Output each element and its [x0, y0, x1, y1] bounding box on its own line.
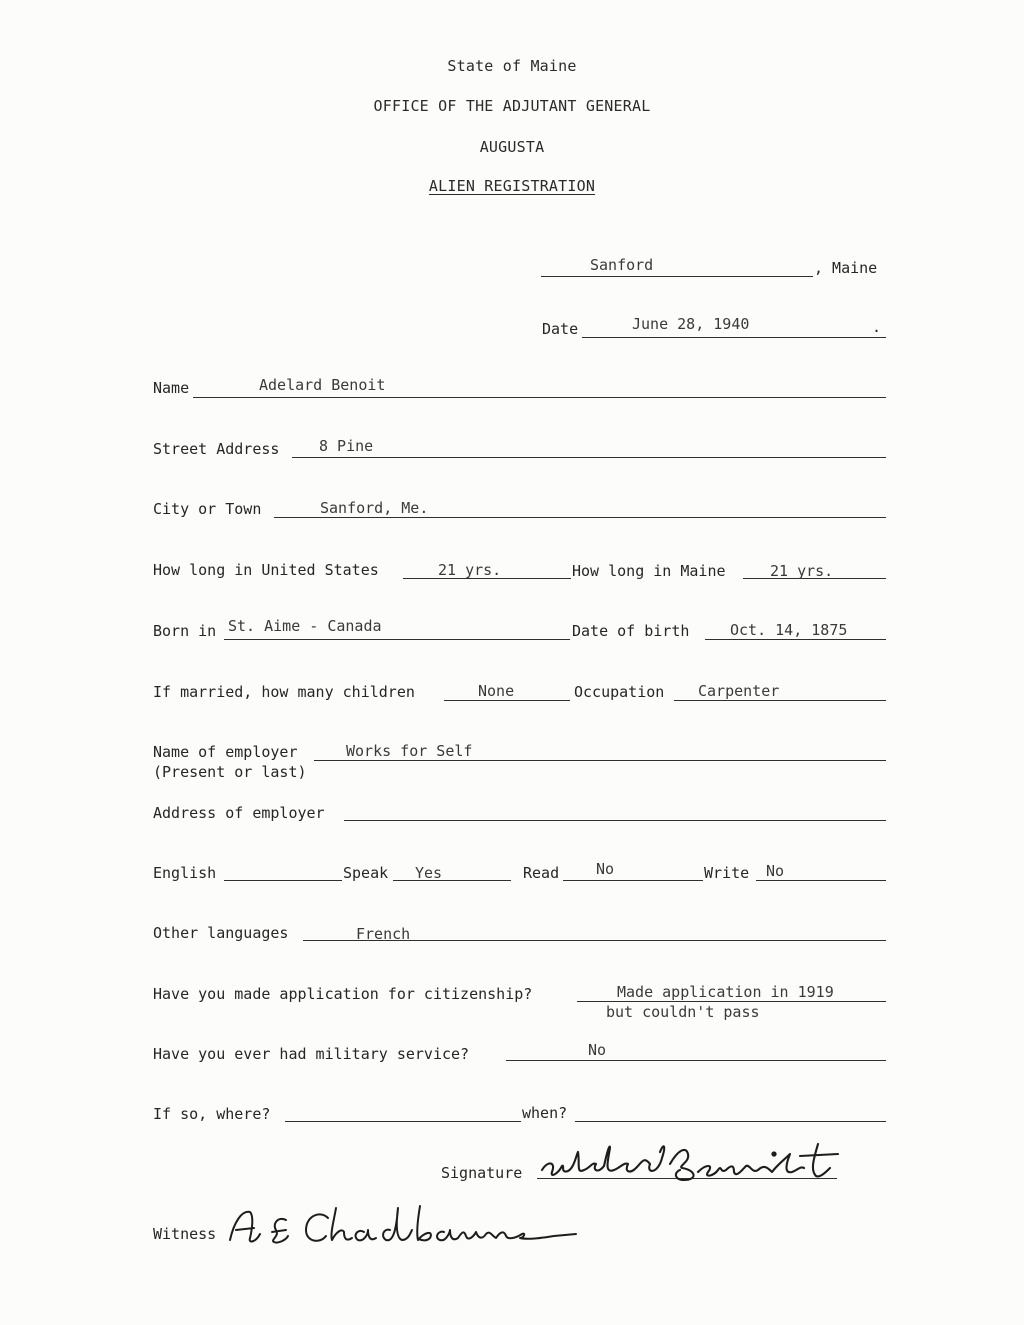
- citizenship-answer-line2: but couldn't pass: [606, 1003, 760, 1021]
- birthdate-value: Oct. 14, 1875: [730, 621, 848, 639]
- write-value: No: [766, 862, 785, 880]
- when-label: when?: [522, 1104, 568, 1122]
- citizenship-question: Have you made application for citizenship?: [153, 985, 533, 1003]
- date-period: .: [872, 318, 882, 336]
- city-value: Sanford, Me.: [320, 499, 429, 517]
- occupation-label: Occupation: [574, 683, 665, 701]
- street-address-value: 8 Pine: [319, 437, 374, 455]
- speak-label: Speak: [343, 864, 389, 882]
- form-title: ALIEN REGISTRATION: [428, 177, 596, 195]
- name-label: Name: [153, 379, 190, 397]
- citizenship-line: [577, 1001, 886, 1002]
- witness-handwriting: [224, 1202, 584, 1250]
- where-label: If so, where?: [153, 1105, 271, 1123]
- birthplace-value: St. Aime - Canada: [228, 617, 382, 635]
- signature-label: Signature: [441, 1164, 523, 1182]
- employer-address-line: [344, 820, 886, 821]
- street-address-line: [292, 457, 886, 458]
- employer-sublabel: (Present or last): [153, 763, 307, 781]
- us-duration-label: How long in United States: [153, 561, 379, 579]
- date-line: [582, 337, 886, 338]
- where-line: [285, 1121, 521, 1122]
- when-line: [575, 1121, 886, 1122]
- read-label: Read: [523, 864, 560, 882]
- speak-line: [393, 880, 511, 881]
- date-value: June 28, 1940: [632, 315, 750, 333]
- other-languages-value: French: [356, 925, 411, 943]
- state-suffix: , Maine: [814, 259, 878, 277]
- military-line: [506, 1060, 886, 1061]
- state-heading: State of Maine: [447, 57, 577, 75]
- maine-duration-value: 21 yrs.: [770, 562, 834, 580]
- other-languages-label: Other languages: [153, 924, 289, 942]
- birthplace-line: [224, 639, 570, 640]
- city-line: [274, 517, 886, 518]
- employer-address-label: Address of employer: [153, 804, 325, 822]
- witness-label: Witness: [153, 1225, 217, 1243]
- children-value: None: [478, 682, 515, 700]
- english-label: English: [153, 864, 217, 882]
- signature-handwriting: [538, 1134, 883, 1186]
- name-line: [193, 397, 886, 398]
- military-question: Have you ever had military service?: [153, 1045, 470, 1063]
- read-line: [563, 880, 703, 881]
- employer-value: Works for Self: [346, 742, 473, 760]
- city-label: City or Town: [153, 500, 262, 518]
- children-line: [444, 700, 570, 701]
- employer-label: Name of employer: [153, 743, 298, 761]
- town-line: [541, 276, 813, 277]
- birthdate-line: [705, 639, 886, 640]
- read-value: No: [596, 860, 615, 878]
- speak-value: Yes: [415, 864, 443, 882]
- citizenship-answer-line1: Made application in 1919: [617, 983, 834, 1001]
- write-label: Write: [704, 864, 750, 882]
- write-line: [756, 880, 886, 881]
- occupation-line: [674, 700, 886, 701]
- date-label: Date: [542, 320, 579, 338]
- office-heading: OFFICE OF THE ADJUTANT GENERAL: [373, 97, 651, 115]
- town-value: Sanford: [590, 256, 654, 274]
- maine-duration-label: How long in Maine: [572, 562, 726, 580]
- birthplace-label: Born in: [153, 622, 217, 640]
- name-value: Adelard Benoit: [259, 376, 386, 394]
- english-line: [224, 880, 342, 881]
- street-address-label: Street Address: [153, 440, 280, 458]
- employer-line: [314, 760, 886, 761]
- children-label: If married, how many children: [153, 683, 415, 701]
- birthdate-label: Date of birth: [572, 622, 690, 640]
- us-duration-value: 21 yrs.: [438, 561, 502, 579]
- occupation-value: Carpenter: [698, 682, 780, 700]
- city-heading: AUGUSTA: [479, 138, 545, 156]
- military-answer: No: [588, 1041, 607, 1059]
